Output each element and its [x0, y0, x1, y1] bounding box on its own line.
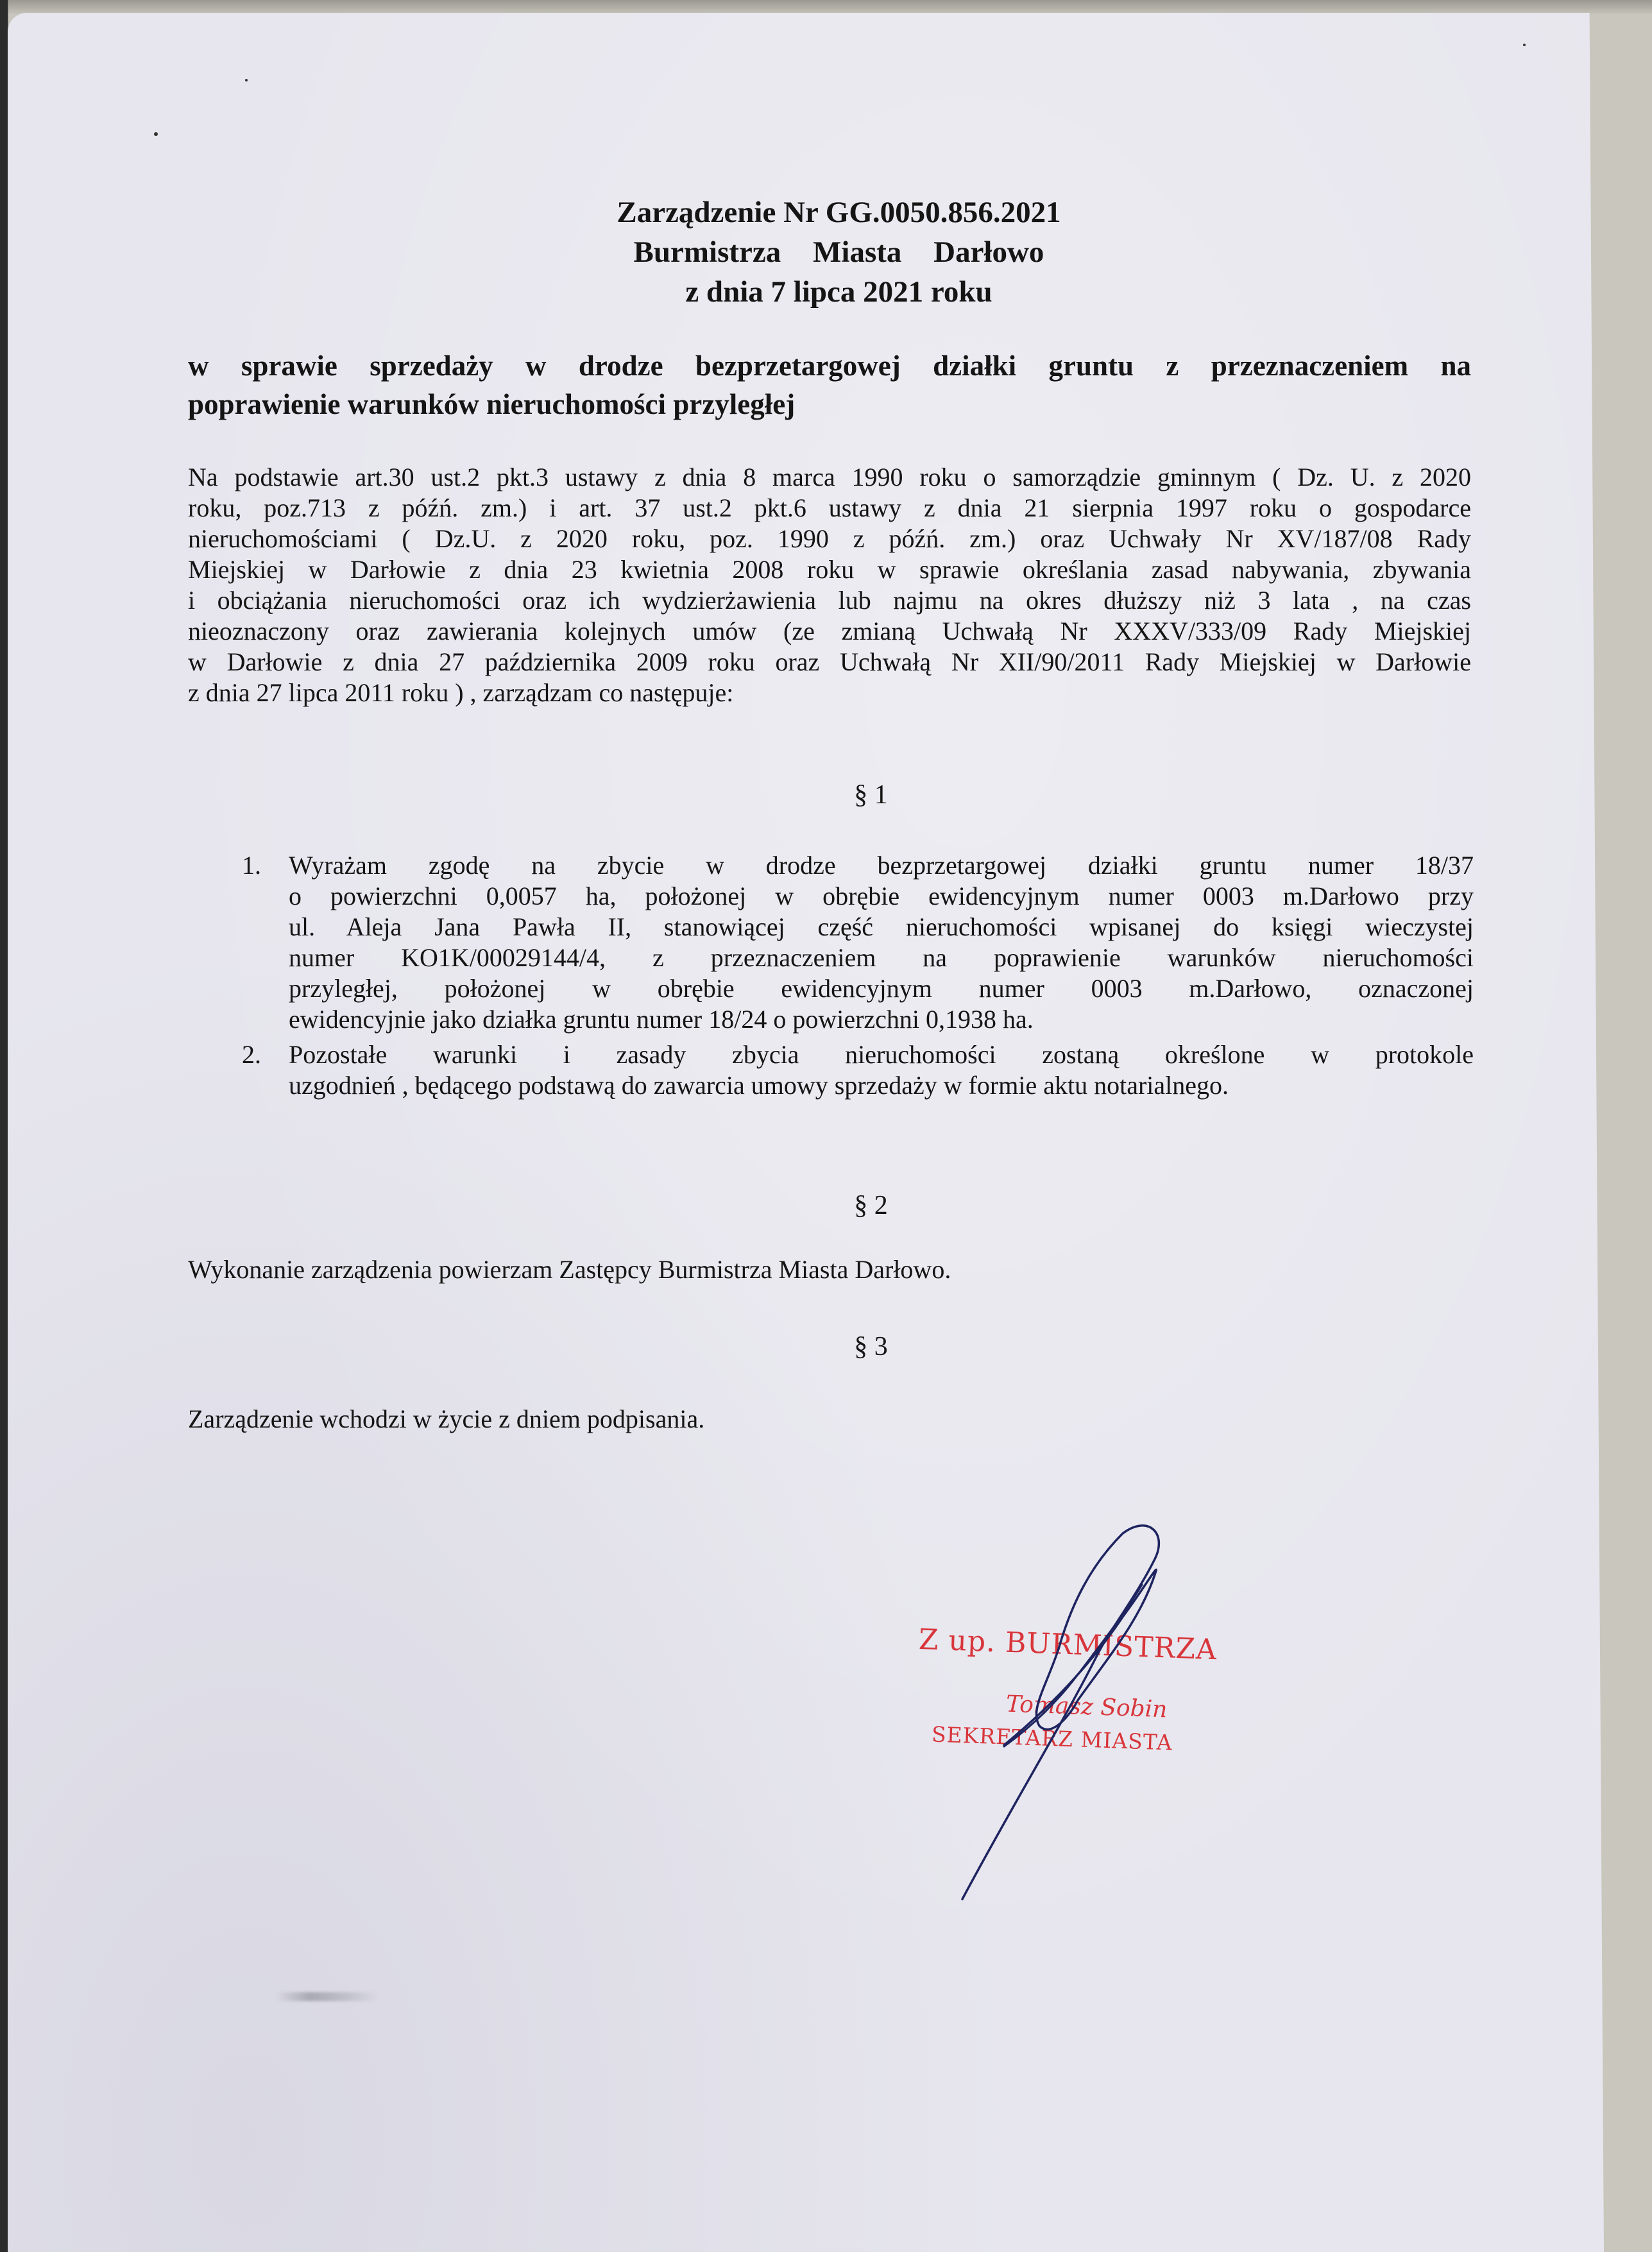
- signature-stroke: [962, 1526, 1159, 1899]
- title-issuer: Burmistrza Miasta Darłowo: [633, 235, 1044, 269]
- preamble-line: z dnia 27 lipca 2011 roku ) , zarządzam co następuje:: [188, 678, 734, 707]
- preamble-line: i obciążania nieruchomości oraz ich wydzierżawienia lub najmu na okres dłuższy niż 3 lata , na czas: [188, 586, 1471, 615]
- section-3-heading: § 3: [854, 1332, 888, 1361]
- stamp-title-line: SEKRETARZ MIASTA: [931, 1721, 1173, 1755]
- preamble-line: w Darłowie z dnia 27 października 2009 roku oraz Uchwałą Nr XII/90/2011 Rady Miejskiej w Darłowie: [188, 647, 1471, 676]
- list-item-line: o powierzchni 0,0057 ha, położonej w obrębie ewidencyjnym numer 0003 m.Darłowo przy: [289, 882, 1474, 910]
- list-item-line: numer KO1K/00029144/4, z przeznaczeniem na poprawienie warunków nieruchomości: [289, 943, 1474, 972]
- preamble-line: nieoznaczony oraz zawierania kolejnych umów (ze zmianą Uchwałą Nr XXXV/333/09 Rady Miejskiej: [188, 617, 1471, 645]
- stamp-name-line: Tomasz Sobin: [1005, 1691, 1168, 1723]
- list-item-line: Wyrażam zgodę na zbycie w drodze bezprzetargowej działki gruntu numer 18/37: [289, 851, 1474, 880]
- title-date: z dnia 7 lipca 2021 roku: [685, 275, 992, 309]
- scanner-edge-left: [0, 0, 8, 2252]
- section-2-heading: § 2: [854, 1191, 888, 1220]
- list-item-line: uzgodnień , będącego podstawą do zawarcia umowy sprzedaży w formie aktu notarialnego.: [289, 1071, 1229, 1100]
- preamble-paragraph: [188, 462, 1471, 708]
- list-item: [242, 850, 1474, 1035]
- document-title: [0, 192, 1652, 312]
- dust-speck: [245, 79, 248, 81]
- section-3-text: Zarządzenie wchodzi w życie z dniem podpisania.: [188, 1404, 705, 1433]
- document-subject: [188, 346, 1471, 423]
- subject-line: poprawienie warunków nieruchomości przyległej: [188, 388, 796, 420]
- section-1-heading: § 1: [854, 780, 888, 810]
- handwritten-signature: [866, 1508, 1315, 1925]
- preamble-line: Na podstawie art.30 ust.2 pkt.3 ustawy z dnia 8 marca 1990 roku o samorządzie gminnym ( Dz. U. z 2020: [188, 463, 1471, 491]
- preamble-line: Miejskiej w Darłowie z dnia 23 kwietnia 2008 roku w sprawie określania zasad nabywania, zbywania: [188, 555, 1471, 584]
- dust-speck: [154, 132, 158, 136]
- preamble-line: nieruchomościami ( Dz.U. z 2020 roku, poz. 1990 z późń. zm.) oraz Uchwały Nr XV/187/08 Rady: [188, 524, 1471, 553]
- list-item-line: Pozostałe warunki i zasady zbycia nieruchomości zostaną określone w protokole: [289, 1040, 1474, 1069]
- section-2-text: Wykonanie zarządzenia powierzam Zastępcy Burmistrza Miasta Darłowo.: [188, 1255, 951, 1284]
- ink-smudge: [276, 1992, 379, 2001]
- title-ordinance-number: Zarządzenie Nr GG.0050.856.2021: [617, 196, 1061, 229]
- list-item-line: ewidencyjnie jako działka gruntu numer 18/24 o powierzchni 0,1938 ha.: [289, 1005, 1034, 1034]
- subject-line: w sprawie sprzedaży w drodze bezprzetargowej działki gruntu z przeznaczeniem na: [188, 350, 1471, 382]
- stamp-authority-line: Z up. BURMISTRZA: [918, 1623, 1218, 1667]
- list-item: [242, 1039, 1474, 1101]
- section-1-list: [242, 850, 1474, 1101]
- list-item-line: przyległej, położonej w obrębie ewidencyjnym numer 0003 m.Darłowo, oznaczonej: [289, 974, 1474, 1003]
- list-item-line: ul. Aleja Jana Pawła II, stanowiącej część nieruchomości wpisanej do księgi wieczystej: [289, 912, 1474, 941]
- list-item-number: 2.: [242, 1040, 261, 1069]
- preamble-line: roku, poz.713 z późń. zm.) i art. 37 ust.2 pkt.6 ustawy z dnia 21 sierpnia 1997 roku o gospodarce: [188, 493, 1471, 522]
- dust-speck: [1523, 44, 1526, 46]
- scanner-edge-top: [0, 0, 1652, 14]
- dust-speck: [1592, 119, 1595, 122]
- list-item-number: 1.: [242, 851, 261, 880]
